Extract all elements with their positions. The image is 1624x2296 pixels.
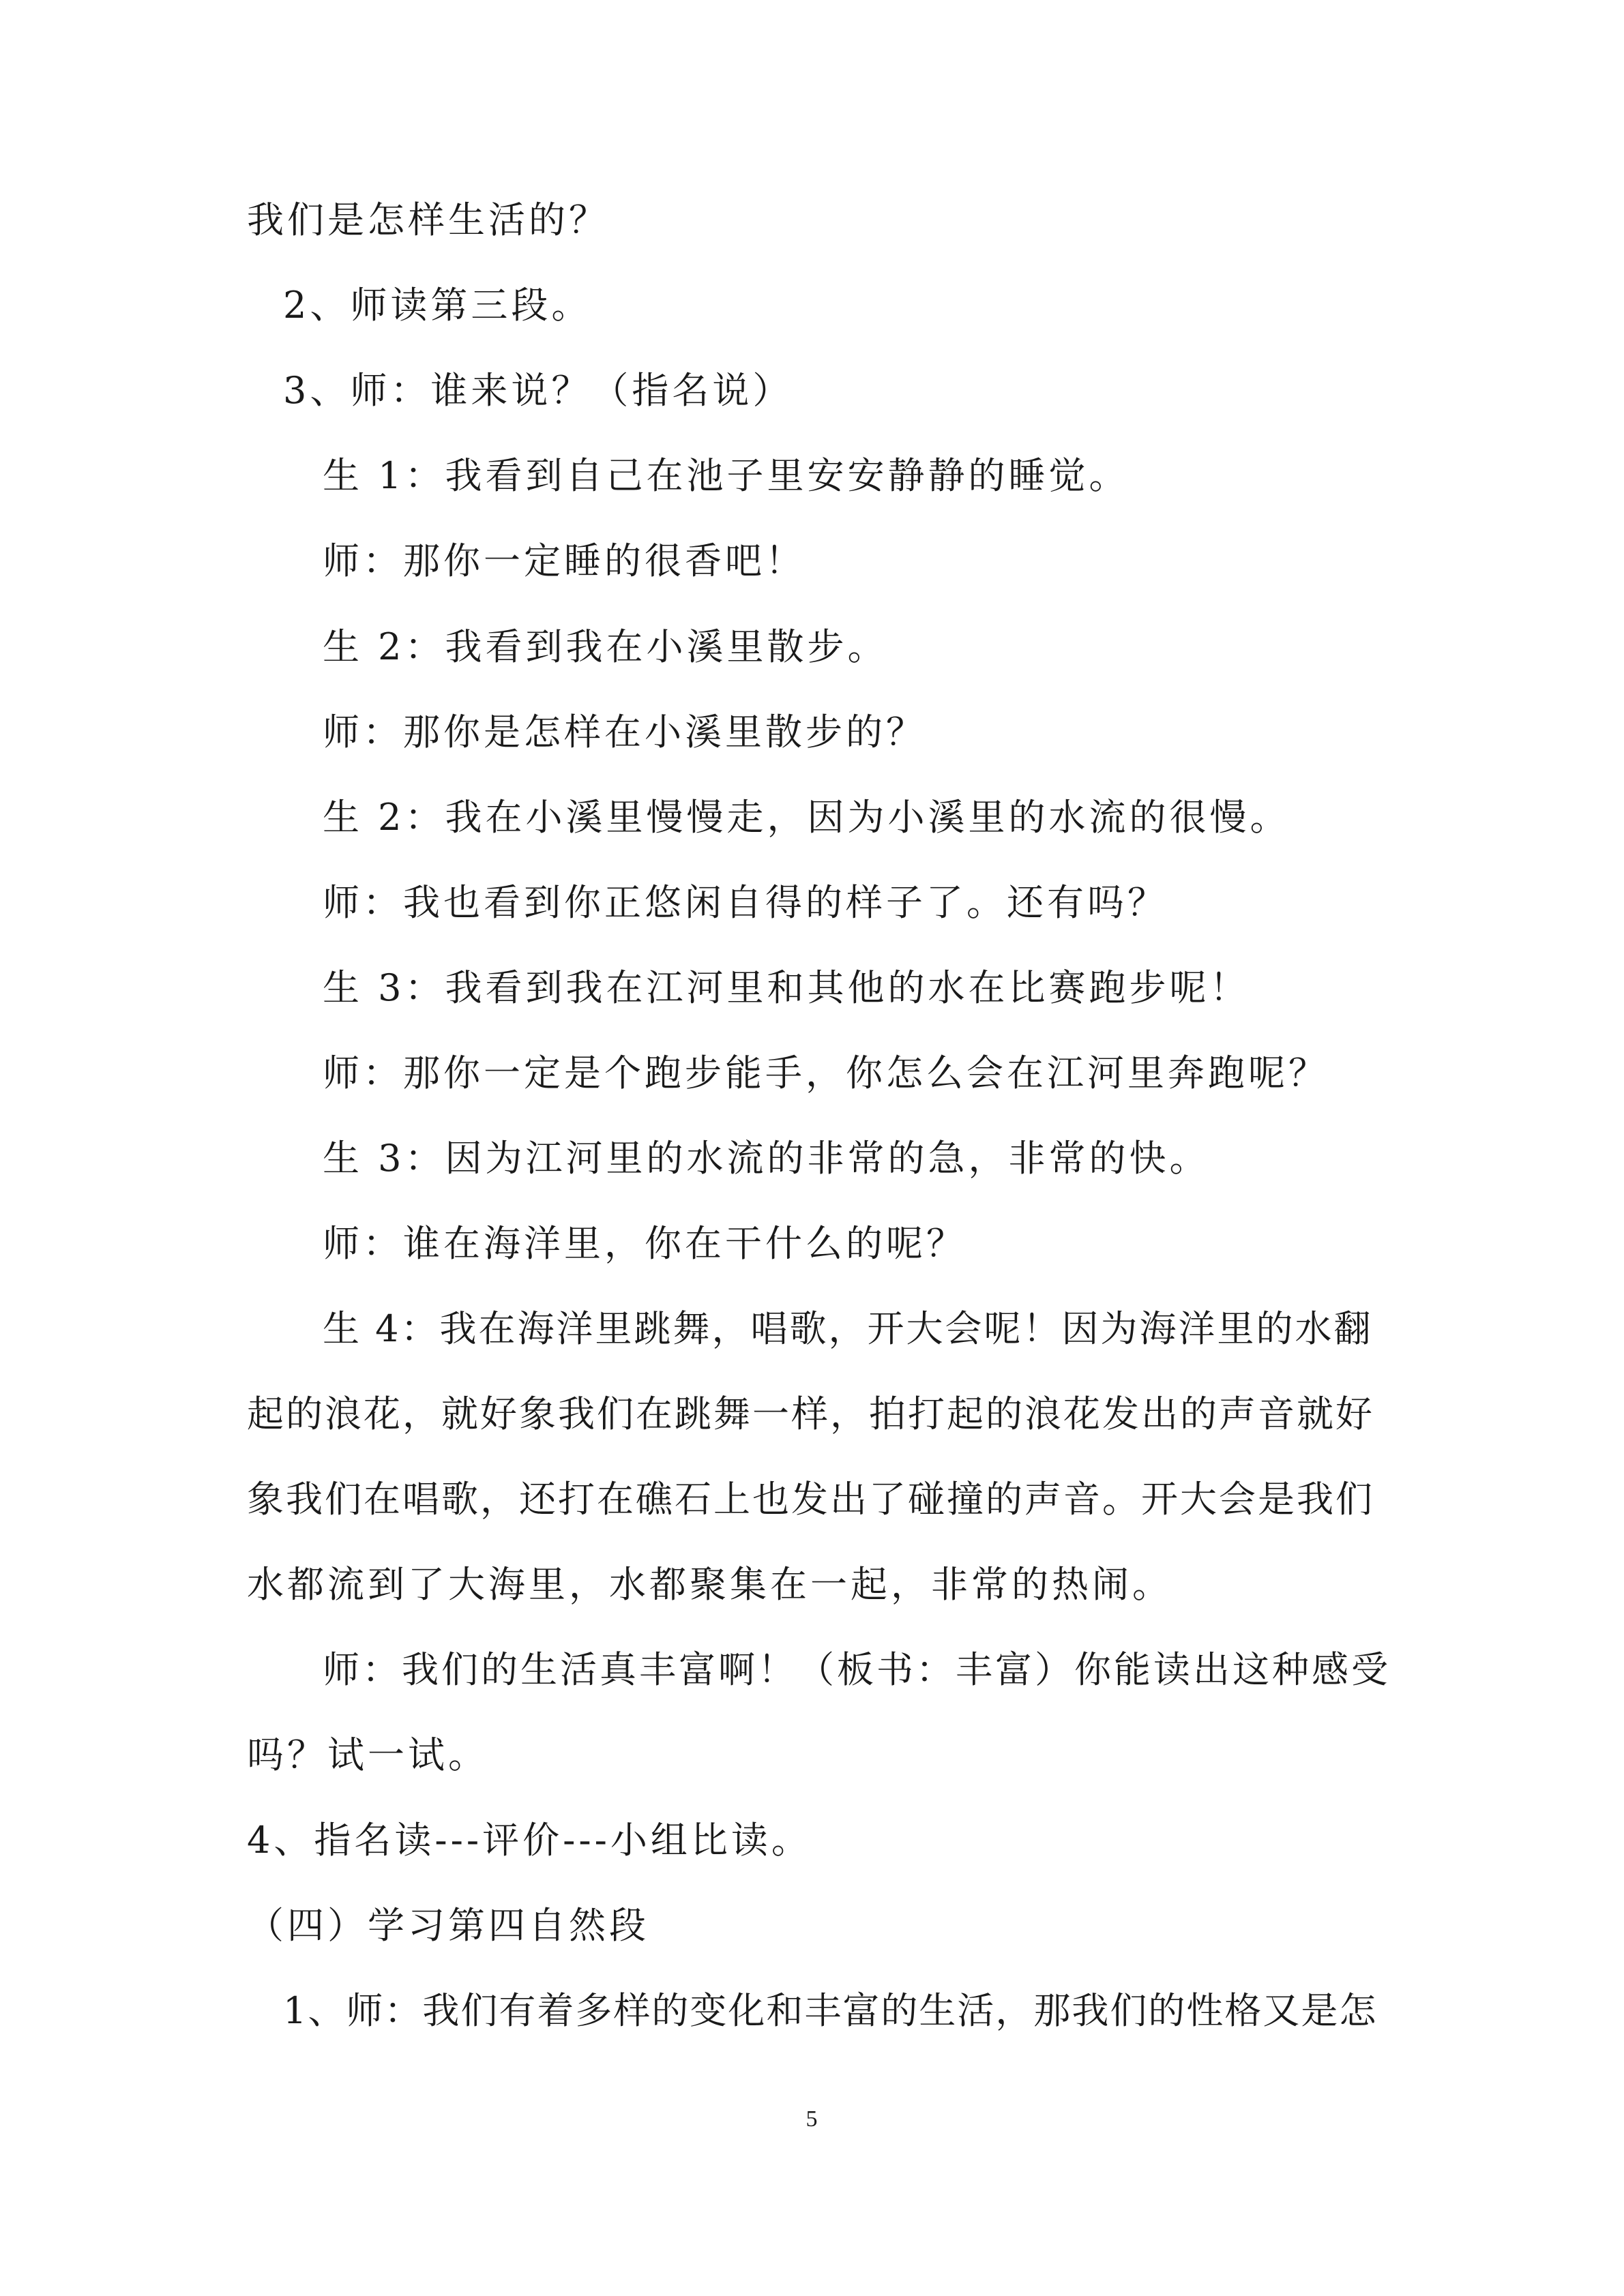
text-line: 象我们在唱歌，还打在礁石上也发出了碰撞的声音。开大会是我们 (247, 1478, 1374, 1521)
text-line: 1、师：我们有着多样的变化和丰富的生活，那我们的性格又是怎 (283, 1989, 1378, 2032)
text-line: 生 3：因为江河里的水流的非常的急，非常的快。 (323, 1137, 1210, 1180)
text-line: 师：那你一定是个跑步能手，你怎么会在江河里奔跑呢？ (323, 1052, 1329, 1094)
page-number: 5 (806, 2106, 818, 2132)
text-line: 水都流到了大海里，水都聚集在一起，非常的热闹。 (247, 1563, 1172, 1606)
text-line: 生 2：我在小溪里慢慢走，因为小溪里的水流的很慢。 (323, 796, 1290, 839)
text-line: 吗？试一试。 (247, 1733, 488, 1776)
text-line: 2、师读第三段。 (283, 284, 592, 327)
text-line: 师：那你一定睡的很香吧！ (323, 539, 806, 582)
text-line: 我们是怎样生活的？ (247, 198, 609, 241)
text-line: 师：那你是怎样在小溪里散步的？ (323, 711, 926, 754)
text-line: 生 2：我看到我在小溪里散步。 (323, 625, 888, 668)
text-line: 师：我也看到你正悠闲自得的样子了。还有吗？ (323, 881, 1168, 924)
text-line: 师：谁在海洋里，你在干什么的呢？ (323, 1222, 966, 1265)
text-line: 4、指名读---评价---小组比读。 (247, 1819, 812, 1862)
text-line: 生 4：我在海洋里跳舞，唱歌，开大会呢！因为海洋里的水翻 (323, 1307, 1373, 1350)
text-line: 起的浪花，就好象我们在跳舞一样，拍打起的浪花发出的声音就好 (247, 1392, 1374, 1435)
text-line: 师：我们的生活真丰富啊！（板书：丰富）你能读出这种感受 (323, 1648, 1391, 1691)
text-line: 生 3：我看到我在江河里和其他的水在比赛跑步呢！ (323, 966, 1250, 1009)
text-line: 生 1：我看到自己在池子里安安静静的睡觉。 (323, 454, 1130, 497)
text-line: （四）学习第四自然段 (247, 1904, 649, 1947)
text-line: 3、师：谁来说？（指名说） (283, 369, 793, 412)
